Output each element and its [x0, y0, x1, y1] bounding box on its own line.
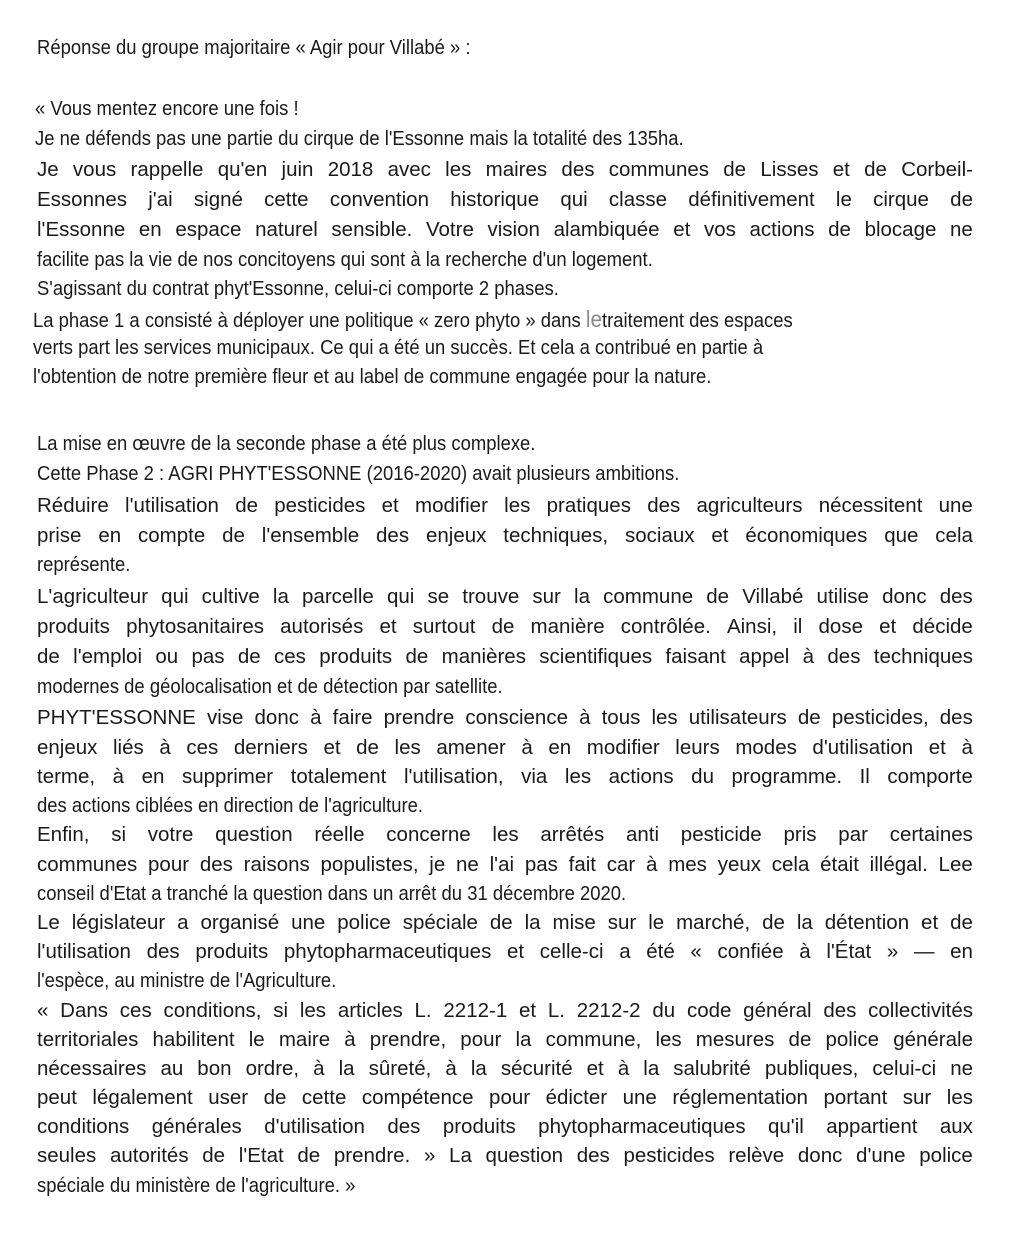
paragraph-line: enjeux liés à ces derniers et de les amener à en modifier leurs modes d'utilisation et à	[37, 736, 973, 759]
paragraph-line: verts part les services municipaux. Ce qui a été un succès. Et cela a contribué en partie à	[33, 336, 764, 359]
stray-gray-text: le	[585, 306, 602, 332]
paragraph-line: prise en compte de l'ensemble des enjeux techniques, sociaux et économiques que cela	[37, 524, 973, 547]
paragraph-line: Cette Phase 2 : AGRI PHYT'ESSONNE (2016-2020) avait plusieurs ambitions.	[37, 462, 680, 485]
paragraph-line: « Vous mentez encore une fois !	[35, 97, 299, 120]
paragraph-line: PHYT'ESSONNE vise donc à faire prendre conscience à tous les utilisateurs de pesticides, des	[37, 706, 973, 729]
paragraph-line: S'agissant du contrat phyt'Essonne, celui-ci comporte 2 phases.	[37, 277, 559, 300]
paragraph-line: L'agriculteur qui cultive la parcelle qui se trouve sur la commune de Villabé utilise donc des	[37, 585, 973, 608]
paragraph-line: Essonnes j'ai signé cette convention historique qui classe définitivement le cirque de	[37, 188, 973, 211]
paragraph-line: l'espèce, au ministre de l'Agriculture.	[37, 969, 337, 992]
line-text: traitement des espaces	[601, 309, 793, 332]
paragraph-line: conditions générales d'utilisation des produits phytopharmaceutiques qu'il appartient aux	[37, 1115, 973, 1138]
paragraph-line: facilite pas la vie de nos concitoyens qui sont à la recherche d'un logement.	[37, 248, 653, 271]
paragraph-line: communes pour des raisons populistes, je ne l'ai pas fait car à mes yeux cela était illégal. Lee	[37, 853, 973, 876]
paragraph-line: modernes de géolocalisation et de détection par satellite.	[37, 675, 503, 698]
paragraph-line: produits phytosanitaires autorisés et surtout de manière contrôlée. Ainsi, il dose et décide	[37, 615, 973, 638]
paragraph-line: seules autorités de l'Etat de prendre. » La question des pesticides relève donc d'une police	[37, 1144, 973, 1167]
paragraph-line: des actions ciblées en direction de l'agriculture.	[37, 794, 424, 817]
paragraph-line: Le législateur a organisé une police spéciale de la mise sur le marché, de la détention et de	[37, 911, 973, 934]
paragraph-line: terme, à en supprimer totalement l'utilisation, via les actions du programme. Il comporte	[37, 765, 973, 788]
paragraph-line: l'utilisation des produits phytopharmaceutiques et celle-ci a été « confiée à l'État » — en	[37, 940, 973, 963]
paragraph-line: l'obtention de notre première fleur et au label de commune engagée pour la nature.	[33, 365, 712, 388]
paragraph-line: de l'emploi ou pas de ces produits de manières scientifiques faisant appel à des techniques	[37, 645, 973, 668]
paragraph-line: Je vous rappelle qu'en juin 2018 avec les maires des communes de Lisses et de Corbeil-	[37, 158, 973, 181]
paragraph-line: Je ne défends pas une partie du cirque de l'Essonne mais la totalité des 135ha.	[35, 127, 684, 150]
paragraph-line: conseil d'Etat a tranché la question dans un arrêt du 31 décembre 2020.	[37, 882, 627, 905]
paragraph-line	[33, 307, 793, 333]
paragraph-line: Enfin, si votre question réelle concerne les arrêtés anti pesticide pris par certaines	[37, 823, 973, 846]
document-heading: Réponse du groupe majoritaire « Agir pour Villabé » :	[37, 36, 471, 59]
paragraph-line: représente.	[37, 553, 131, 576]
line-text: La phase 1 a consisté à déployer une politique « zero phyto » dans	[33, 309, 586, 332]
paragraph-line: Réduire l'utilisation de pesticides et modifier les pratiques des agriculteurs nécessitent une	[37, 494, 973, 517]
paragraph-line: territoriales habilitent le maire à prendre, pour la commune, les mesures de police générale	[37, 1028, 973, 1051]
paragraph-line: nécessaires au bon ordre, à la sûreté, à la sécurité et à la salubrité publiques, celui-ci ne	[37, 1057, 973, 1080]
paragraph-line: La mise en œuvre de la seconde phase a été plus complexe.	[37, 432, 536, 455]
paragraph-line: « Dans ces conditions, si les articles L. 2212-1 et L. 2212-2 du code général des collectivités	[37, 999, 973, 1022]
paragraph-line: peut légalement user de cette compétence pour édicter une réglementation portant sur les	[37, 1086, 973, 1109]
paragraph-line: spéciale du ministère de l'agriculture. »	[37, 1174, 356, 1197]
paragraph-line: l'Essonne en espace naturel sensible. Votre vision alambiquée et vos actions de blocage ne	[37, 218, 973, 241]
